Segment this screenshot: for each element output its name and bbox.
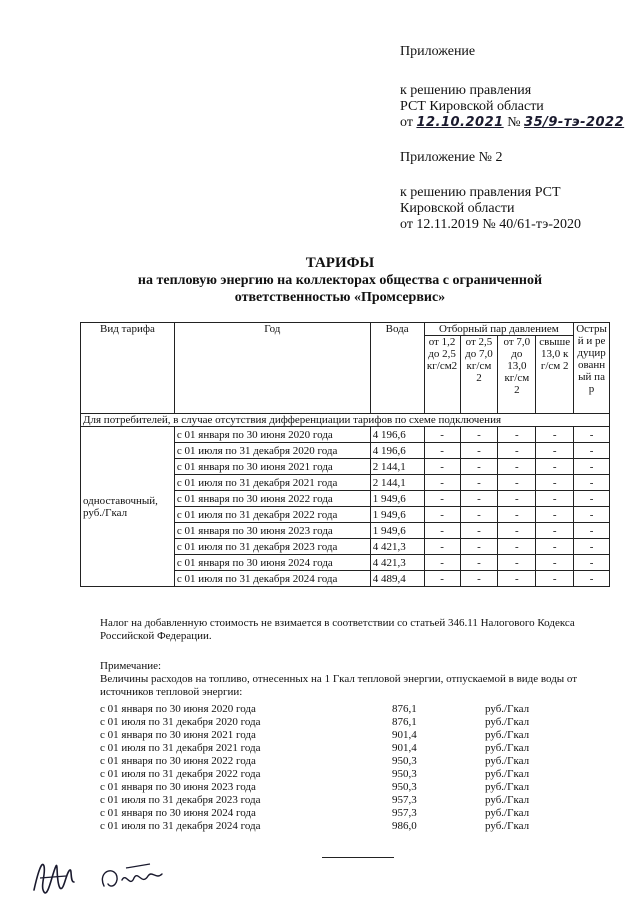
title-sub-1: на тепловую энергию на коллекторах общества с ограниченной (137, 273, 543, 288)
fuel-period: с 01 января по 30 июня 2020 года (100, 703, 256, 715)
steam-4-cell: - (536, 475, 574, 491)
fuel-value: 876,1 (392, 703, 417, 715)
steam-3-cell: - (498, 475, 536, 491)
steam-2-cell: - (460, 459, 498, 475)
steam-1-cell: - (424, 443, 460, 459)
fuel-value: 950,3 (392, 768, 417, 780)
steam-2-cell: - (460, 427, 498, 443)
steam-3-cell: - (498, 427, 536, 443)
steam-4-cell: - (536, 443, 574, 459)
header-steam-3: от 7,0 до 13,0 кг/см 2 (498, 336, 536, 414)
water-cell: 4 421,3 (370, 555, 424, 571)
steam-3-cell: - (498, 443, 536, 459)
fuel-period: с 01 июля по 31 декабря 2022 года (100, 768, 261, 780)
water-cell: 4 196,6 (370, 443, 424, 459)
water-cell: 1 949,6 (370, 507, 424, 523)
handwritten-number: 35/9-тэ-2022 (524, 115, 625, 130)
tariff-kind-cell: одноставочный, руб./Гкал (81, 427, 175, 587)
steam-3-cell: - (498, 555, 536, 571)
water-cell: 4 421,3 (370, 539, 424, 555)
appendix-2-header (400, 150, 635, 233)
appendix-2-line-1: к решению правления РСТ (400, 185, 561, 200)
sharp-steam-cell: - (574, 459, 610, 475)
steam-2-cell: - (460, 539, 498, 555)
steam-1-cell: - (424, 555, 460, 571)
steam-4-cell: - (536, 459, 574, 475)
sharp-steam-cell: - (574, 555, 610, 571)
fuel-intro: Величины расходов на топливо, отнесенных на 1 Гкал тепловой энергии, отпускаемой в виде воды от источников тепловой энергии: (100, 673, 578, 698)
steam-1-cell: - (424, 427, 460, 443)
steam-4-cell: - (536, 539, 574, 555)
steam-1-cell: - (424, 475, 460, 491)
steam-2-cell: - (460, 523, 498, 539)
sharp-steam-cell: - (574, 523, 610, 539)
sharp-steam-cell: - (574, 475, 610, 491)
header-steam: Отборный пар давлением (424, 323, 574, 336)
period-cell: с 01 июля по 31 декабря 2024 года (174, 571, 370, 587)
steam-1-cell: - (424, 571, 460, 587)
fuel-period: с 01 июля по 31 декабря 2021 года (100, 742, 261, 754)
sharp-steam-cell: - (574, 507, 610, 523)
water-cell: 1 949,6 (370, 523, 424, 539)
fuel-period: с 01 июля по 31 декабря 2024 года (100, 820, 261, 832)
number-prefix: № (507, 115, 521, 130)
signature-line (322, 857, 394, 858)
steam-1-cell: - (424, 539, 460, 555)
steam-2-cell: - (460, 571, 498, 587)
appendix-2-line-3: от 12.11.2019 № 40/61-тэ-2020 (400, 217, 581, 232)
decision-line-2: РСТ Кировской области (400, 99, 544, 114)
fuel-value: 876,1 (392, 716, 417, 728)
fuel-unit: руб./Гкал (485, 729, 530, 741)
fuel-unit: руб./Гкал (485, 781, 530, 793)
period-cell: с 01 июля по 31 декабря 2021 года (174, 475, 370, 491)
steam-2-cell: - (460, 555, 498, 571)
tariff-table (80, 322, 610, 587)
steam-4-cell: - (536, 571, 574, 587)
steam-2-cell: - (460, 443, 498, 459)
group-label: Для потребителей, в случае отсутствия дифференциации тарифов по схеме подключения (81, 414, 610, 427)
water-cell: 1 949,6 (370, 491, 424, 507)
decision-date-line (400, 115, 635, 131)
sharp-steam-cell: - (574, 491, 610, 507)
period-cell: с 01 июля по 31 декабря 2023 года (174, 539, 370, 555)
period-cell: с 01 января по 30 июня 2024 года (174, 555, 370, 571)
signature-image (26, 852, 176, 905)
fuel-period: с 01 января по 30 июня 2024 года (100, 807, 256, 819)
fuel-value: 986,0 (392, 820, 417, 832)
fuel-unit: руб./Гкал (485, 742, 530, 754)
water-cell: 2 144,1 (370, 475, 424, 491)
fuel-value: 957,3 (392, 794, 417, 806)
sharp-steam-cell: - (574, 571, 610, 587)
fuel-unit: руб./Гкал (485, 755, 530, 767)
steam-1-cell: - (424, 507, 460, 523)
steam-3-cell: - (498, 507, 536, 523)
fuel-unit: руб./Гкал (485, 820, 530, 832)
steam-2-cell: - (460, 491, 498, 507)
period-cell: с 01 января по 30 июня 2022 года (174, 491, 370, 507)
fuel-unit: руб./Гкал (485, 807, 530, 819)
header-water: Вода (370, 323, 424, 414)
header-sharp-steam: Острый и редуцированный пар (574, 323, 610, 414)
header-steam-2: от 2,5 до 7,0 кг/см 2 (460, 336, 498, 414)
period-cell: с 01 января по 30 июня 2021 года (174, 459, 370, 475)
header-year: Год (174, 323, 370, 414)
decision-line-1: к решению правления (400, 83, 532, 98)
header-tariff-kind: Вид тарифа (81, 323, 175, 414)
water-cell: 4 489,4 (370, 571, 424, 587)
steam-4-cell: - (536, 555, 574, 571)
steam-4-cell: - (536, 427, 574, 443)
steam-4-cell: - (536, 523, 574, 539)
sharp-steam-cell: - (574, 427, 610, 443)
sharp-steam-cell: - (574, 443, 610, 459)
fuel-value: 957,3 (392, 807, 417, 819)
fuel-unit: руб./Гкал (485, 794, 530, 806)
appendix-2-title: Приложение № 2 (400, 150, 503, 165)
title-main: ТАРИФЫ (305, 255, 375, 271)
header-steam-4: свыше 13,0 кг/см 2 (536, 336, 574, 414)
header-steam-1: от 1,2 до 2,5 кг/см2 (424, 336, 460, 414)
fuel-value: 950,3 (392, 755, 417, 767)
group-label-row (81, 414, 610, 427)
period-cell: с 01 января по 30 июня 2023 года (174, 523, 370, 539)
appendix-title: Приложение (400, 44, 476, 59)
steam-2-cell: - (460, 507, 498, 523)
steam-3-cell: - (498, 571, 536, 587)
table-row (81, 427, 610, 443)
steam-1-cell: - (424, 491, 460, 507)
steam-1-cell: - (424, 523, 460, 539)
fuel-period: с 01 июля по 31 декабря 2023 года (100, 794, 261, 806)
steam-3-cell: - (498, 459, 536, 475)
water-cell: 4 196,6 (370, 427, 424, 443)
steam-4-cell: - (536, 491, 574, 507)
fuel-period: с 01 января по 30 июня 2023 года (100, 781, 256, 793)
appendix-2-line-2: Кировской области (400, 201, 515, 216)
period-cell: с 01 июля по 31 декабря 2022 года (174, 507, 370, 523)
fuel-unit: руб./Гкал (485, 716, 530, 728)
fuel-period: с 01 января по 30 июня 2022 года (100, 755, 256, 767)
period-cell: с 01 июля по 31 декабря 2020 года (174, 443, 370, 459)
date-prefix: от (400, 115, 413, 130)
steam-3-cell: - (498, 491, 536, 507)
steam-2-cell: - (460, 475, 498, 491)
vat-note: Налог на добавленную стоимость не взимается в соответствии со статьей 346.11 Налогового Кодекса Российской Федерации. (100, 617, 575, 642)
steam-3-cell: - (498, 539, 536, 555)
sharp-steam-cell: - (574, 539, 610, 555)
steam-4-cell: - (536, 507, 574, 523)
appendix-header (400, 44, 635, 131)
period-cell: с 01 января по 30 июня 2020 года (174, 427, 370, 443)
title-sub-2: ответственностью «Промсервис» (234, 290, 446, 305)
handwritten-date: 12.10.2021 (416, 115, 504, 130)
fuel-period: с 01 июля по 31 декабря 2020 года (100, 716, 261, 728)
water-cell: 2 144,1 (370, 459, 424, 475)
fuel-unit: руб./Гкал (485, 703, 530, 715)
fuel-value: 901,4 (392, 729, 417, 741)
remark-title: Примечание: (100, 660, 162, 672)
table-header-row (81, 323, 610, 336)
steam-3-cell: - (498, 523, 536, 539)
fuel-value: 950,3 (392, 781, 417, 793)
fuel-period: с 01 января по 30 июня 2021 года (100, 729, 256, 741)
document-title (80, 255, 600, 306)
fuel-unit: руб./Гкал (485, 768, 530, 780)
fuel-value: 901,4 (392, 742, 417, 754)
steam-1-cell: - (424, 459, 460, 475)
